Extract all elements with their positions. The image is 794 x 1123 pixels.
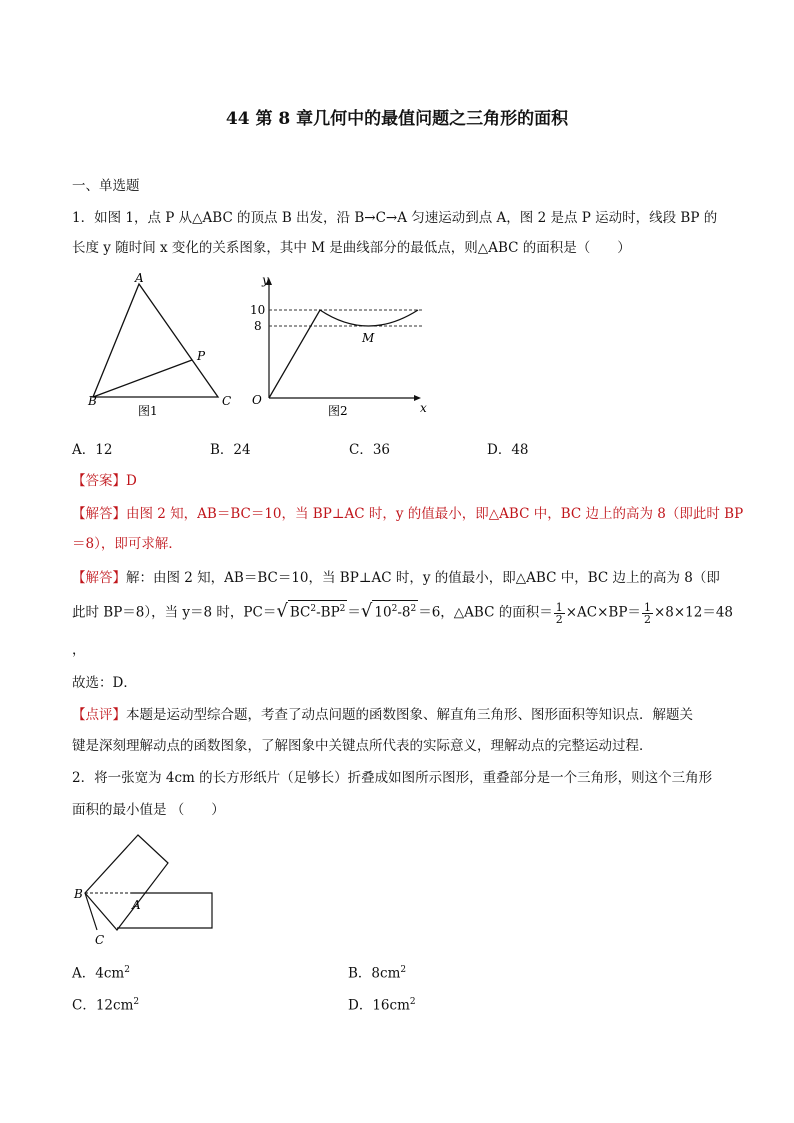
q2-option-a	[72, 960, 130, 984]
label-c: C	[222, 394, 232, 408]
fraction-half-1	[554, 602, 565, 625]
q2-stem-line1: 2．将一张宽为 4cm 的长方形纸片（足够长）折叠成如图所示图形，重叠部分是一个三角形，则这个三角形	[72, 770, 713, 786]
q2-option-c	[72, 992, 139, 1016]
radical-1	[288, 600, 348, 621]
q1-solution-line4: 故选：D．	[72, 675, 137, 691]
q2-figure	[68, 825, 218, 950]
y-label: y	[262, 273, 269, 287]
q1-stem-line2: 长度 y 随时间 x 变化的关系图象，其中 M 是曲线部分的最低点，则△ABC 的面积是（ ）	[72, 240, 631, 256]
q2-option-a-text: A．4cm	[72, 965, 125, 982]
equals: ＝	[347, 604, 361, 621]
q1-option-c: C．36	[349, 442, 391, 458]
solution-text-2c: ＝6，△ABC 的面积＝	[418, 604, 553, 621]
radical-2-a: 10	[374, 604, 392, 621]
q1-analysis-line1	[72, 504, 743, 524]
q1-option-d: D．48	[487, 442, 529, 458]
q1-analysis-line2: ＝8），即可求解．	[72, 536, 182, 552]
q2-option-c-sup: 2	[133, 997, 140, 1007]
q1-solution-line2: 此时 BP＝8），当 y＝8 时，PC＝√ $BC^2-BP^2$ ＝√ $10^2-8^2 =6$，△ABC 的面积＝ $\frac{1}{2}$ ×AC×BP＝ $\frac{1}{2}$ ×8×12＝48	[72, 600, 734, 626]
solution-text-2d: ×AC×BP＝	[565, 604, 641, 621]
label-c: C	[95, 933, 105, 947]
comment-tag: 【点评】	[72, 707, 126, 723]
fraction-half-2	[642, 602, 653, 625]
document-title: 44 第 8 章几何中的最值问题之三角形的面积	[225, 109, 569, 129]
answer-tag: 【答案】	[72, 473, 126, 489]
function-graph	[269, 310, 418, 398]
label-m: M	[362, 331, 375, 345]
sq-2: 2	[339, 604, 346, 614]
solution-text-2e: ×8×12＝48	[653, 604, 734, 621]
q1-comment-line1	[72, 705, 693, 725]
q2-option-b-sup: 2	[400, 965, 407, 975]
q1-option-a: A．12	[72, 442, 113, 458]
tick-10: 10	[250, 303, 266, 317]
q1-comment-line2: 键是深刻理解动点的函数图象，了解图象中关键点所代表的实际意义，理解动点的完整运动过程．	[72, 738, 653, 754]
q1-figure-2	[240, 270, 440, 420]
sq-3: 2	[391, 604, 398, 614]
label-b: B	[88, 394, 97, 408]
q1-answer	[72, 471, 137, 491]
solution-text-1: 解：由图 2 知，AB＝BC＝10，当 BP⊥AC 时，y 的值最小，即△ABC 中，BC 边上的高为 8（即	[126, 570, 720, 586]
comment-text-1: 本题是运动型综合题，考查了动点问题的函数图象、解直角三角形、图形面积等知识点．解题关	[126, 707, 693, 723]
caption-fig1: 图1	[138, 404, 158, 418]
caption-fig2: 图2	[328, 404, 348, 418]
segment-bc	[85, 893, 97, 930]
analysis-text-1: 由图 2 知，AB＝BC＝10，当 BP⊥AC 时，y 的值最小，即△ABC 中，BC 边上的高为 8（即此时 BP	[126, 506, 744, 522]
radical-2	[372, 600, 418, 621]
q1-figure-1	[80, 270, 240, 420]
q2-option-d-text: D．16cm	[348, 997, 410, 1014]
radical-1-b: -BP	[316, 604, 340, 621]
q2-option-b	[348, 960, 406, 984]
label-b: B	[74, 887, 83, 901]
solution-tag: 【解答】	[72, 570, 126, 586]
q1-option-b: B．24	[210, 442, 251, 458]
q2-option-b-text: B．8cm	[348, 965, 401, 982]
frac-den-2: 2	[643, 612, 651, 626]
sq-4: 2	[410, 604, 417, 614]
q2-stem-line2: 面积的最小值是 （ ）	[72, 802, 225, 818]
origin-label: O	[252, 393, 262, 407]
q2-option-d-sup: 2	[409, 997, 416, 1007]
section-heading: 一、单选题	[72, 178, 140, 194]
segment-bp	[93, 360, 192, 397]
folded-strip	[85, 835, 168, 930]
x-label: x	[420, 401, 427, 415]
label-a: A	[132, 898, 141, 912]
analysis-tag: 【解答】	[72, 506, 126, 522]
solution-text-2a: 此时 BP＝8），当 y＝8 时，PC＝	[72, 604, 277, 621]
frac-den-1: 2	[555, 612, 563, 626]
frac-num-1: 1	[555, 600, 563, 614]
triangle-abc	[93, 284, 218, 397]
radical-1-a: BC	[289, 604, 311, 621]
q1-solution-line1	[72, 568, 720, 588]
q1-solution-line3: ，	[72, 642, 86, 658]
label-a: A	[135, 271, 144, 285]
answer-value: D	[126, 473, 137, 489]
sq-1: 2	[310, 604, 317, 614]
frac-num-2: 1	[643, 600, 651, 614]
radical-2-b: -8	[397, 604, 411, 621]
q2-option-c-text: C．12cm	[72, 997, 134, 1014]
q2-option-a-sup: 2	[124, 965, 130, 975]
label-p: P	[197, 349, 206, 363]
tick-8: 8	[254, 319, 262, 333]
q1-stem-line1: 1．如图 1，点 P 从△ABC 的顶点 B 出发，沿 B→C→A 匀速运动到点 A，图 2 是点 P 运动时，线段 BP 的	[72, 210, 718, 226]
q2-option-d	[348, 992, 416, 1016]
